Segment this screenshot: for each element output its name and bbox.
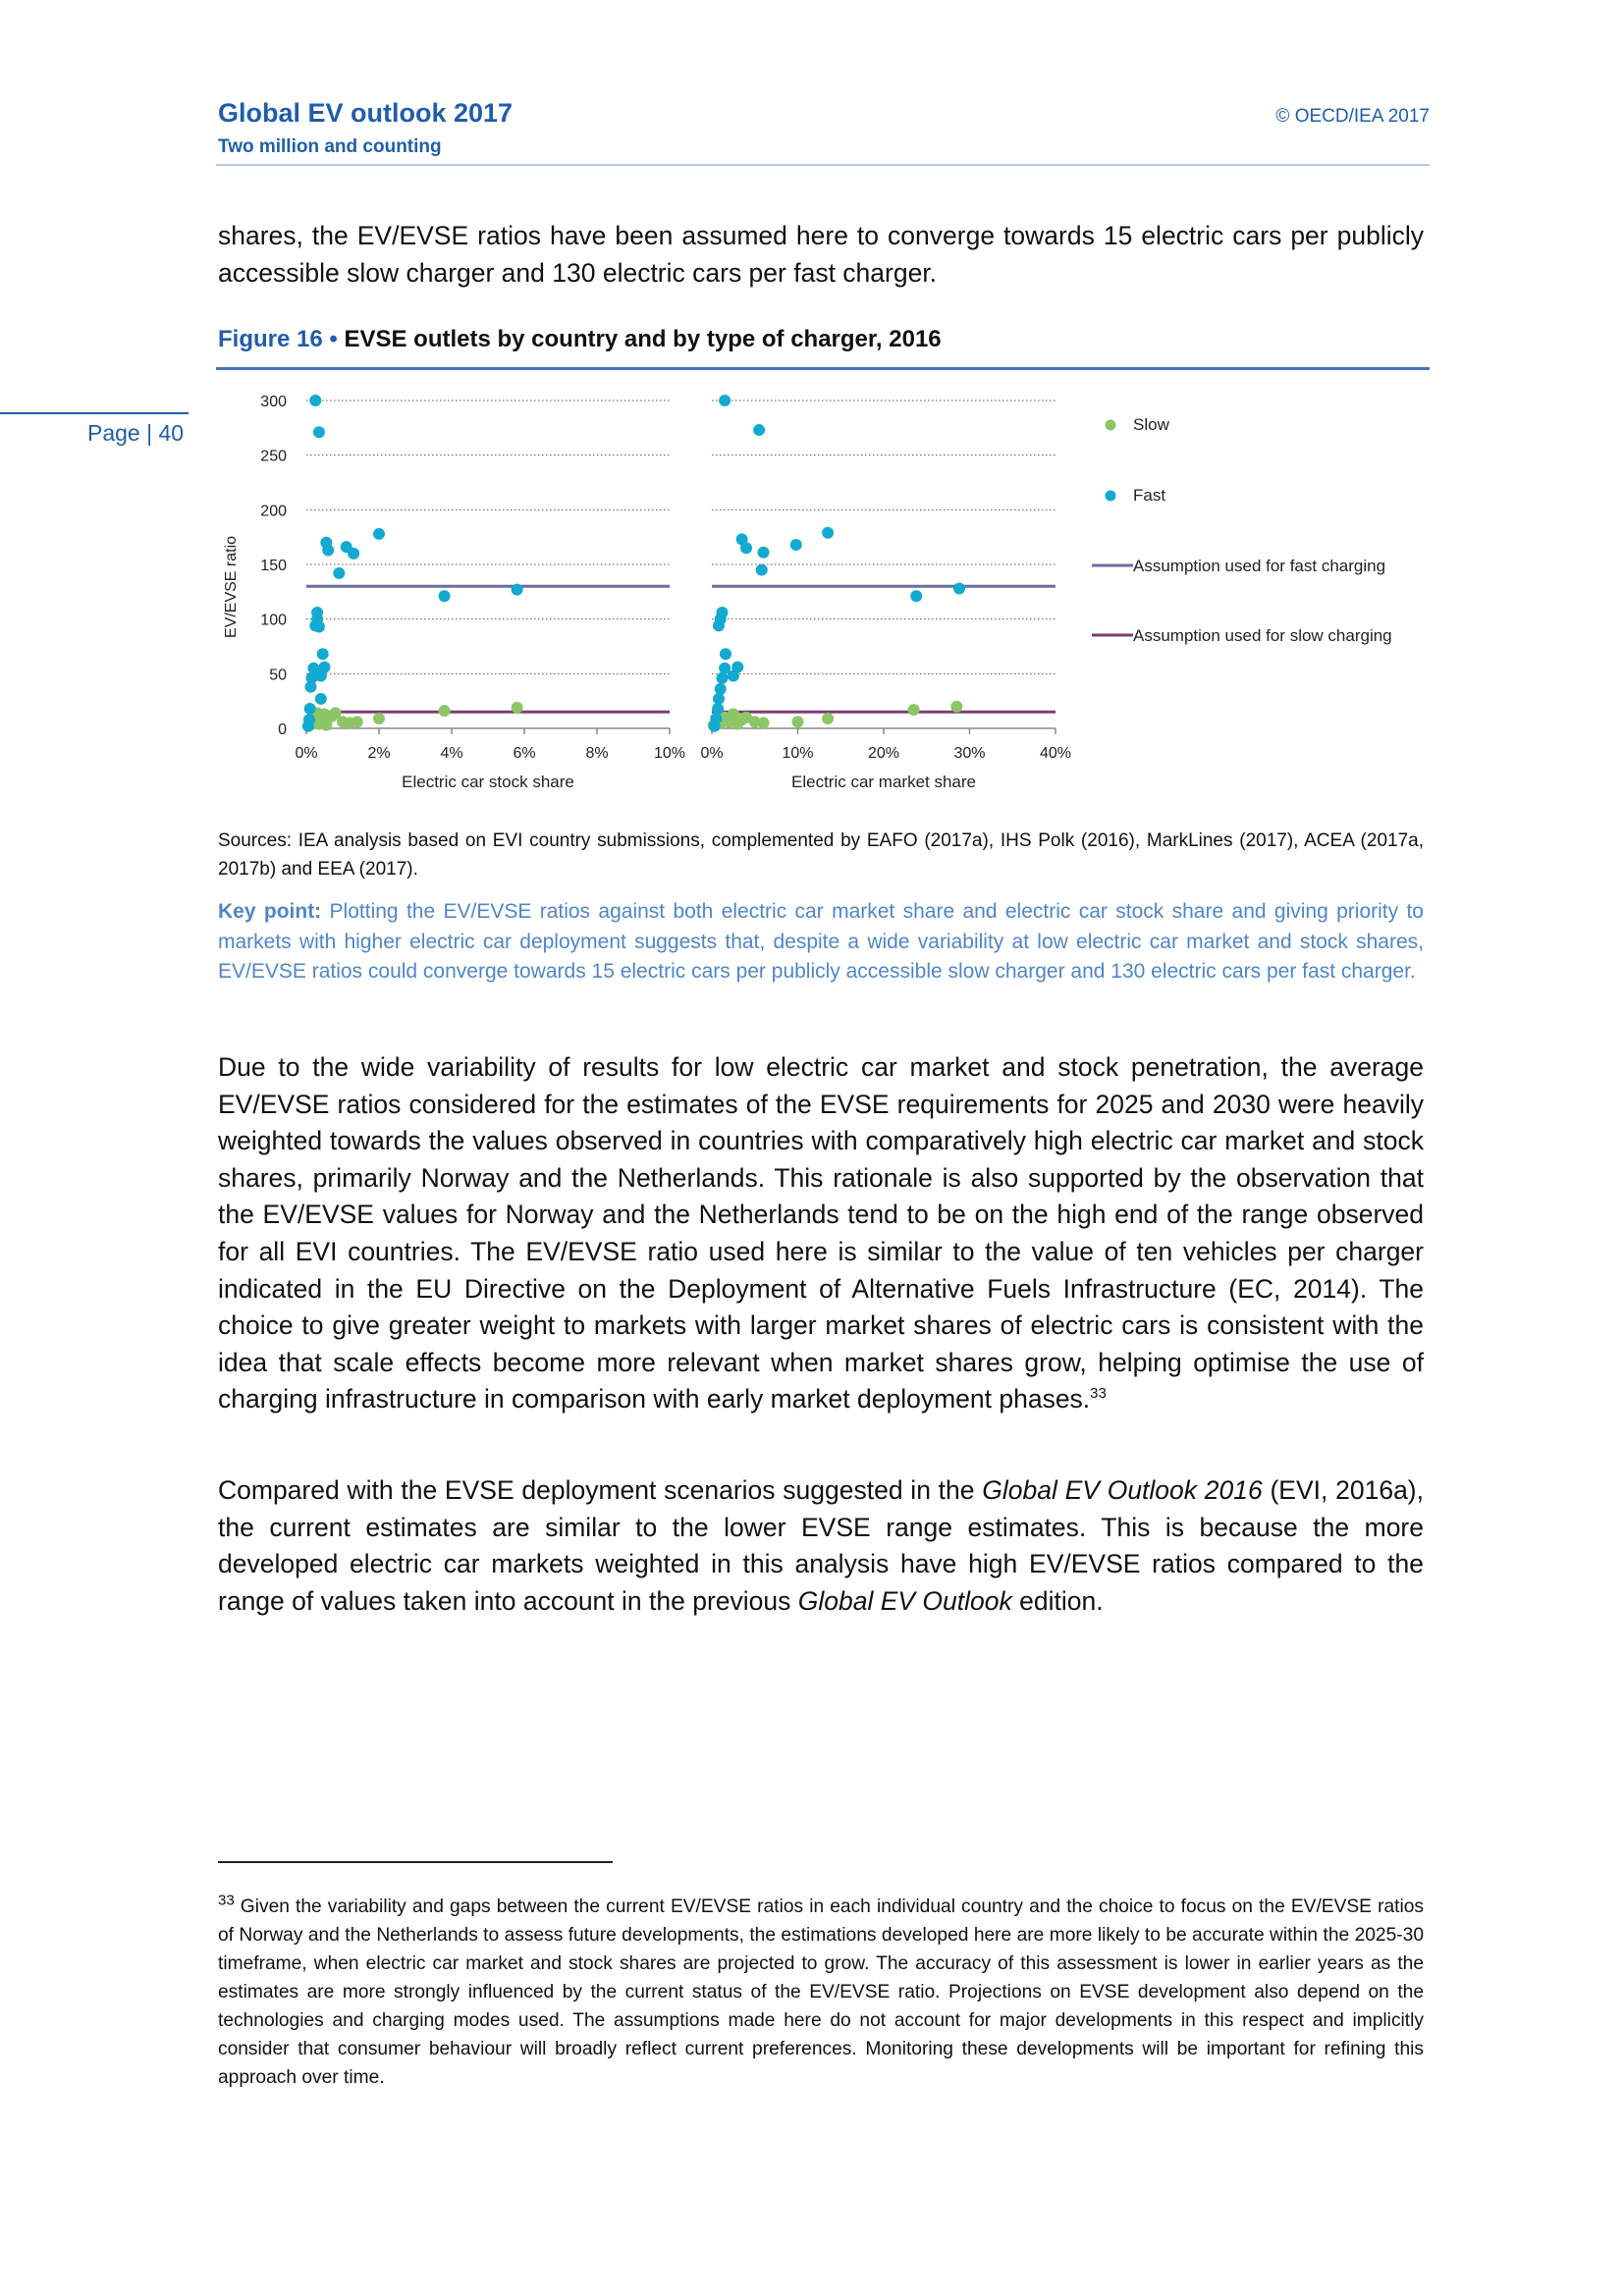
page-number-rule xyxy=(0,412,189,414)
slow-point xyxy=(512,702,523,714)
stock-share-panel xyxy=(260,394,685,791)
fast-point xyxy=(713,693,725,705)
header-divider xyxy=(216,164,1430,166)
fast-point xyxy=(710,713,722,724)
y-tick-label: 100 xyxy=(260,612,287,629)
fast-point xyxy=(715,683,727,695)
fast-point xyxy=(512,584,523,596)
page-number: Page | 40 xyxy=(87,420,185,446)
market-share-panel xyxy=(700,395,1071,791)
x-tick-label: 2% xyxy=(367,745,391,762)
fast-point xyxy=(313,620,325,632)
x-tick-label: 20% xyxy=(867,745,900,762)
slow-point xyxy=(439,705,451,717)
fast-point xyxy=(822,527,834,539)
legend-fast-label: Fast xyxy=(1133,486,1166,505)
fast-point xyxy=(910,590,922,602)
p3-part-b: (EVI, 2016a), the current estimates are similar to the lower EVSE range estimates. This is because the more developed electric car markets weighted in this analysis have high EV/EVSE ratios compared to the range of values taken into account in the previous xyxy=(218,1475,1424,1616)
slow-point xyxy=(908,704,920,716)
x-tick-label: 0% xyxy=(700,745,724,762)
key-point-label: Key point: xyxy=(218,900,322,923)
y-tick-label: 250 xyxy=(260,448,287,465)
copyright-notice: © OECD/IEA 2017 xyxy=(1275,106,1430,127)
y-tick-label: 50 xyxy=(269,667,287,684)
footnote-number: 33 xyxy=(218,1892,235,1909)
y-tick-label: 150 xyxy=(260,558,287,574)
key-point-text: Plotting the EV/EVSE ratios against both electric car market share and electric car stock share and giving priority to markets with higher electric car deployment suggests that, despite a wide variability at low electric car market and stock shares, EV/EVSE ratios could converge towards 15 electric cars per publicly accessible slow charger and 130 electric cars per fast charger. xyxy=(218,900,1424,983)
fast-point xyxy=(333,567,345,579)
figure-label: Figure 16 • xyxy=(218,326,338,352)
fast-point xyxy=(720,648,731,660)
scatter-charts xyxy=(216,373,1434,805)
fast-point xyxy=(319,662,331,673)
fast-point xyxy=(309,395,321,406)
legend-slow-marker xyxy=(1106,420,1116,431)
fast-point xyxy=(717,672,729,684)
figure-title: EVSE outlets by country and by type of charger, 2016 xyxy=(344,326,942,352)
fast-point xyxy=(315,693,327,705)
legend-slow-assumption-label: Assumption used for slow charging xyxy=(1133,626,1392,645)
p3-part-c: edition. xyxy=(1011,1585,1104,1616)
fast-point xyxy=(758,547,770,559)
x-axis-label: Electric car stock share xyxy=(402,773,574,791)
fast-point xyxy=(753,424,765,436)
footnote-33 xyxy=(218,1893,1424,2092)
x-tick-label: 10% xyxy=(782,745,814,762)
slow-point xyxy=(950,701,962,713)
legend-slow-label: Slow xyxy=(1133,415,1169,434)
intro-paragraph: shares, the EV/EVSE ratios have been assumed here to converge towards 15 electric cars per publicly accessible slow charger and 130 electric cars per fast charger. xyxy=(218,221,1424,288)
fast-point xyxy=(740,542,752,554)
fast-point xyxy=(731,662,743,673)
figure-sources: Sources: IEA analysis based on EVI country submissions, complemented by EAFO (2017a), IHS Polk (2016), MarkLines (2017), ACEA (2017a, 2017b) and EEA (2017). xyxy=(218,830,1424,880)
document-title: Global EV outlook 2017 xyxy=(218,98,514,128)
slow-point xyxy=(352,716,363,727)
fast-point xyxy=(717,607,729,618)
slow-point xyxy=(758,717,770,728)
fast-point xyxy=(953,582,965,594)
body-paragraph-3 xyxy=(218,1472,1424,1620)
x-tick-label: 30% xyxy=(953,745,986,762)
slow-point xyxy=(822,713,834,724)
p3-italic-2: Global EV Outlook xyxy=(797,1585,1012,1616)
fast-point xyxy=(719,395,731,406)
y-tick-label: 200 xyxy=(260,503,287,520)
x-tick-label: 0% xyxy=(295,745,318,762)
x-axis-label: Electric car market share xyxy=(791,773,976,791)
x-tick-label: 4% xyxy=(440,745,463,762)
key-point xyxy=(218,897,1424,988)
legend-fast-assumption-label: Assumption used for fast charging xyxy=(1133,557,1386,575)
fast-point xyxy=(373,528,385,540)
slow-point xyxy=(373,713,385,724)
x-tick-label: 8% xyxy=(585,745,609,762)
p3-italic-1: Global EV Outlook 2016 xyxy=(982,1475,1263,1505)
fast-point xyxy=(348,548,359,560)
fast-point xyxy=(439,590,451,602)
document-subtitle: Two million and counting xyxy=(218,136,442,157)
footnote-text: Given the variability and gaps between the current EV/EVSE ratios in each individual country and the choice to focus on the EV/EVSE ratios of Norway and the Netherlands to assess future developments, the estimations developed here are more likely to be accurate within the 2025-30 timeframe, when electric car market and stock shares are projected to grow. The accuracy of this assessment is lower in earlier years as the estimates are more strongly influenced by the current status of the EV/EVSE ratio. Projections on EVSE development also depend on the technologies and charging modes used. The assumptions made here do not account for major developments in this respect and implicitly consider that consumer behaviour will broadly reflect current preferences. Monitoring these developments will be important for refining this approach over time. xyxy=(218,1896,1424,2088)
y-tick-label: 300 xyxy=(260,394,287,410)
figure-divider xyxy=(216,367,1430,370)
figure-chart xyxy=(216,373,1434,805)
legend-fast-marker xyxy=(1106,491,1116,502)
body-paragraph-2 xyxy=(218,1049,1424,1418)
fast-point xyxy=(313,426,325,438)
fast-point xyxy=(790,539,802,551)
figure-caption xyxy=(218,326,942,353)
fast-point xyxy=(317,648,329,660)
fast-point xyxy=(303,714,315,725)
p3-part-a: Compared with the EVSE deployment scenarios suggested in the xyxy=(218,1475,983,1505)
body-paragraph-2-text: Due to the wide variability of results for low electric car market and stock penetration, the average EV/EVSE ratios considered for the estimates of the EVSE requirements for 2025 and 2030 were heavily weighted towards the values observed in countries with comparatively high electric car market and stock shares, primarily Norway and the Netherlands. This rationale is also supported by the observation that the EV/EVSE values for Norway and the Netherlands tend to be on the high end of the range observed for all EVI countries. The EV/EVSE ratio used here is similar to the value of ten vehicles per charger indicated in the EU Directive on the Deployment of Alternative Fuels Infrastructure (EC, 2014). The choice to give greater weight to markets with larger market shares of electric cars is consistent with the idea that scale effects become more relevant when market shares grow, helping optimise the use of charging infrastructure in comparison with early market deployment phases. xyxy=(218,1052,1424,1415)
y-axis-label: EV/EVSE ratio xyxy=(223,535,240,639)
footnote-divider xyxy=(218,1861,613,1863)
fast-point xyxy=(322,545,334,557)
chart-legend xyxy=(1092,415,1392,645)
x-tick-label: 10% xyxy=(653,745,686,762)
fast-point xyxy=(756,564,768,576)
footnote-ref-33[interactable]: 33 xyxy=(1090,1385,1107,1403)
x-tick-label: 6% xyxy=(513,745,536,762)
fast-point xyxy=(304,703,316,715)
y-tick-label: 0 xyxy=(278,721,287,738)
x-tick-label: 40% xyxy=(1039,745,1072,762)
fast-point xyxy=(311,607,323,618)
slow-point xyxy=(792,716,804,727)
